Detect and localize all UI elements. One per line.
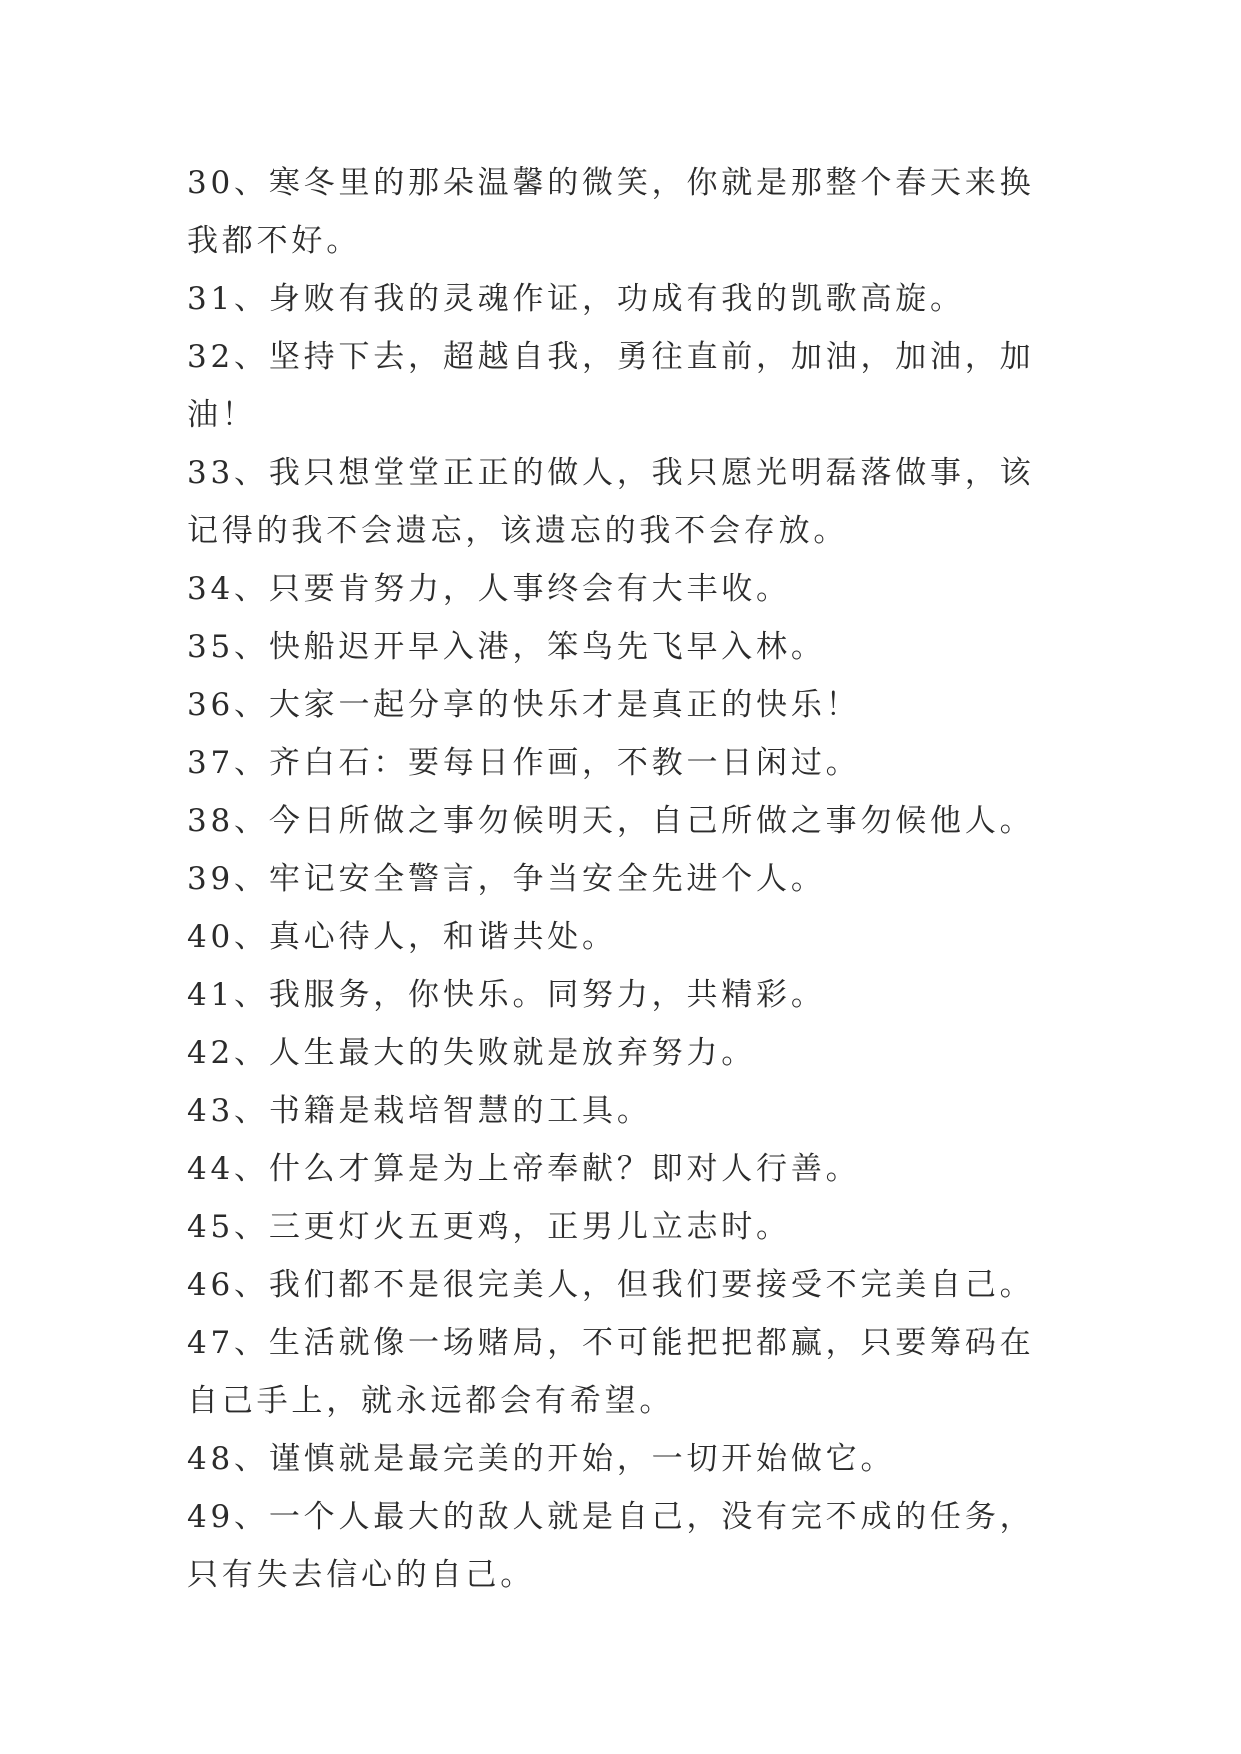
list-item: 48、谨慎就是最完美的开始，一切开始做它。 (187, 1441, 896, 1477)
list-item: 41、我服务，你快乐。同努力，共精彩。 (187, 977, 826, 1013)
list-item: 35、快船迟开早入港，笨鸟先飞早入林。 (187, 629, 826, 665)
list-item: 30、寒冬里的那朵温馨的微笑，你就是那整个春天来换我都不好。 (187, 165, 1035, 259)
document-body (187, 154, 1067, 1604)
list-item: 43、书籍是栽培智慧的工具。 (187, 1093, 652, 1129)
list-item: 47、生活就像一场赌局，不可能把把都赢，只要筹码在自己手上，就永远都会有希望。 (187, 1325, 1035, 1419)
list-item: 36、大家一起分享的快乐才是真正的快乐！ (187, 687, 861, 723)
list-item: 45、三更灯火五更鸡，正男儿立志时。 (187, 1209, 791, 1245)
list-item: 38、今日所做之事勿候明天，自己所做之事勿候他人。 (187, 803, 1035, 839)
list-item: 32、坚持下去，超越自我，勇往直前，加油，加油，加油！ (187, 339, 1035, 433)
list-item: 42、人生最大的失败就是放弃努力。 (187, 1035, 757, 1071)
list-item: 49、一个人最大的敌人就是自己，没有完不成的任务，只有失去信心的自己。 (187, 1499, 1035, 1593)
list-item: 34、只要肯努力，人事终会有大丰收。 (187, 571, 791, 607)
list-item: 31、身败有我的灵魂作证，功成有我的凯歌高旋。 (187, 281, 965, 317)
list-item: 46、我们都不是很完美人，但我们要接受不完美自己。 (187, 1267, 1035, 1303)
list-item: 44、什么才算是为上帝奉献？即对人行善。 (187, 1151, 861, 1187)
list-item: 40、真心待人，和谐共处。 (187, 919, 617, 955)
list-item: 33、我只想堂堂正正的做人，我只愿光明磊落做事，该记得的我不会遗忘，该遗忘的我不会存放。 (187, 455, 1035, 549)
list-item: 39、牢记安全警言，争当安全先进个人。 (187, 861, 826, 897)
list-item: 37、齐白石：要每日作画，不教一日闲过。 (187, 745, 861, 781)
